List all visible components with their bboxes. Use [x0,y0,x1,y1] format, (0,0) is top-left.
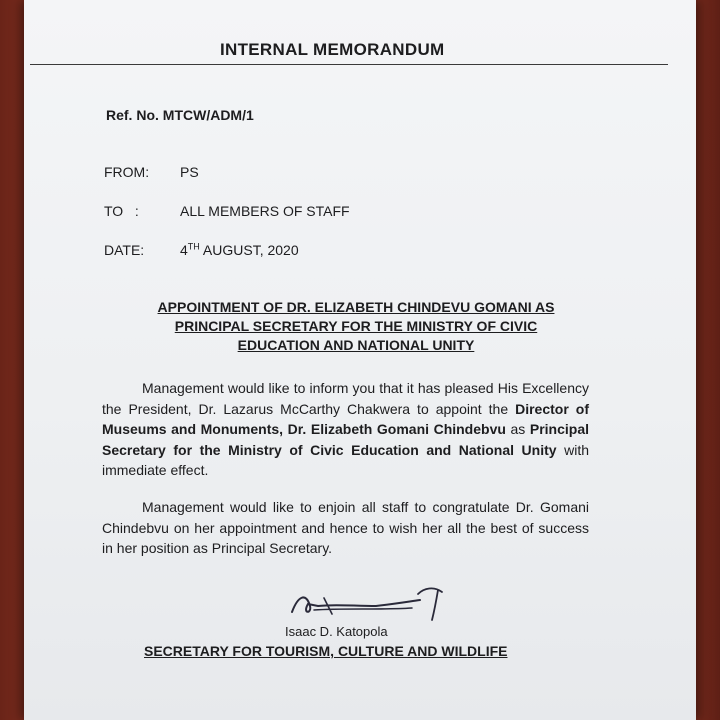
paragraph-text: as [505,421,530,437]
date-ordinal-suffix: TH [187,241,200,252]
signatory-title: SECRETARY FOR TOURISM, CULTURE AND WILDLIFE [144,643,508,659]
memo-page [24,0,696,720]
memo-subject [114,298,598,355]
date-label: DATE: [104,242,145,258]
paragraph-text: with immediate effect. [102,441,589,478]
body-paragraph-2: Management would like to enjoin all staff to congratulate Dr. Gomani Chindebvu on her appointment and hence to wish her all the best of success in her position as Principal Secretary. [102,499,589,556]
paragraph-bold-text: Principal Secretary for the Ministry of Civic Education and National Unity [102,421,589,458]
subject-line: PRINCIPAL SECRETARY FOR THE MINISTRY OF CIVIC [174,318,538,334]
date-value [180,242,299,258]
to-value: ALL MEMBERS OF STAFF [180,203,350,219]
paragraph-bold-text: Director of Museums and Monuments, Dr. Elizabeth Gomani Chindebvu [102,400,589,437]
date-day: 4 [180,242,188,258]
subject-line: APPOINTMENT OF DR. ELIZABETH CHINDEVU GOMANI AS [157,299,555,315]
memo-title: INTERNAL MEMORANDUM [220,40,445,59]
reference-number: Ref. No. MTCW/ADM/1 [106,107,254,123]
handwritten-signature [284,584,444,624]
subject-line: EDUCATION AND NATIONAL UNITY [237,337,475,353]
signatory-name: Isaac D. Katopola [285,624,388,639]
from-label: FROM: [104,164,150,180]
date-month-year: AUGUST, 2020 [199,242,299,258]
body-paragraph-1 [102,378,589,481]
title-divider [30,64,668,65]
from-value: PS [180,164,199,180]
to-label: TO : [104,203,139,219]
paragraph-text: Management would like to inform you that it has pleased His Excellency the President, Dr. Lazarus McCarthy Chakwera to appoint the [102,380,589,417]
